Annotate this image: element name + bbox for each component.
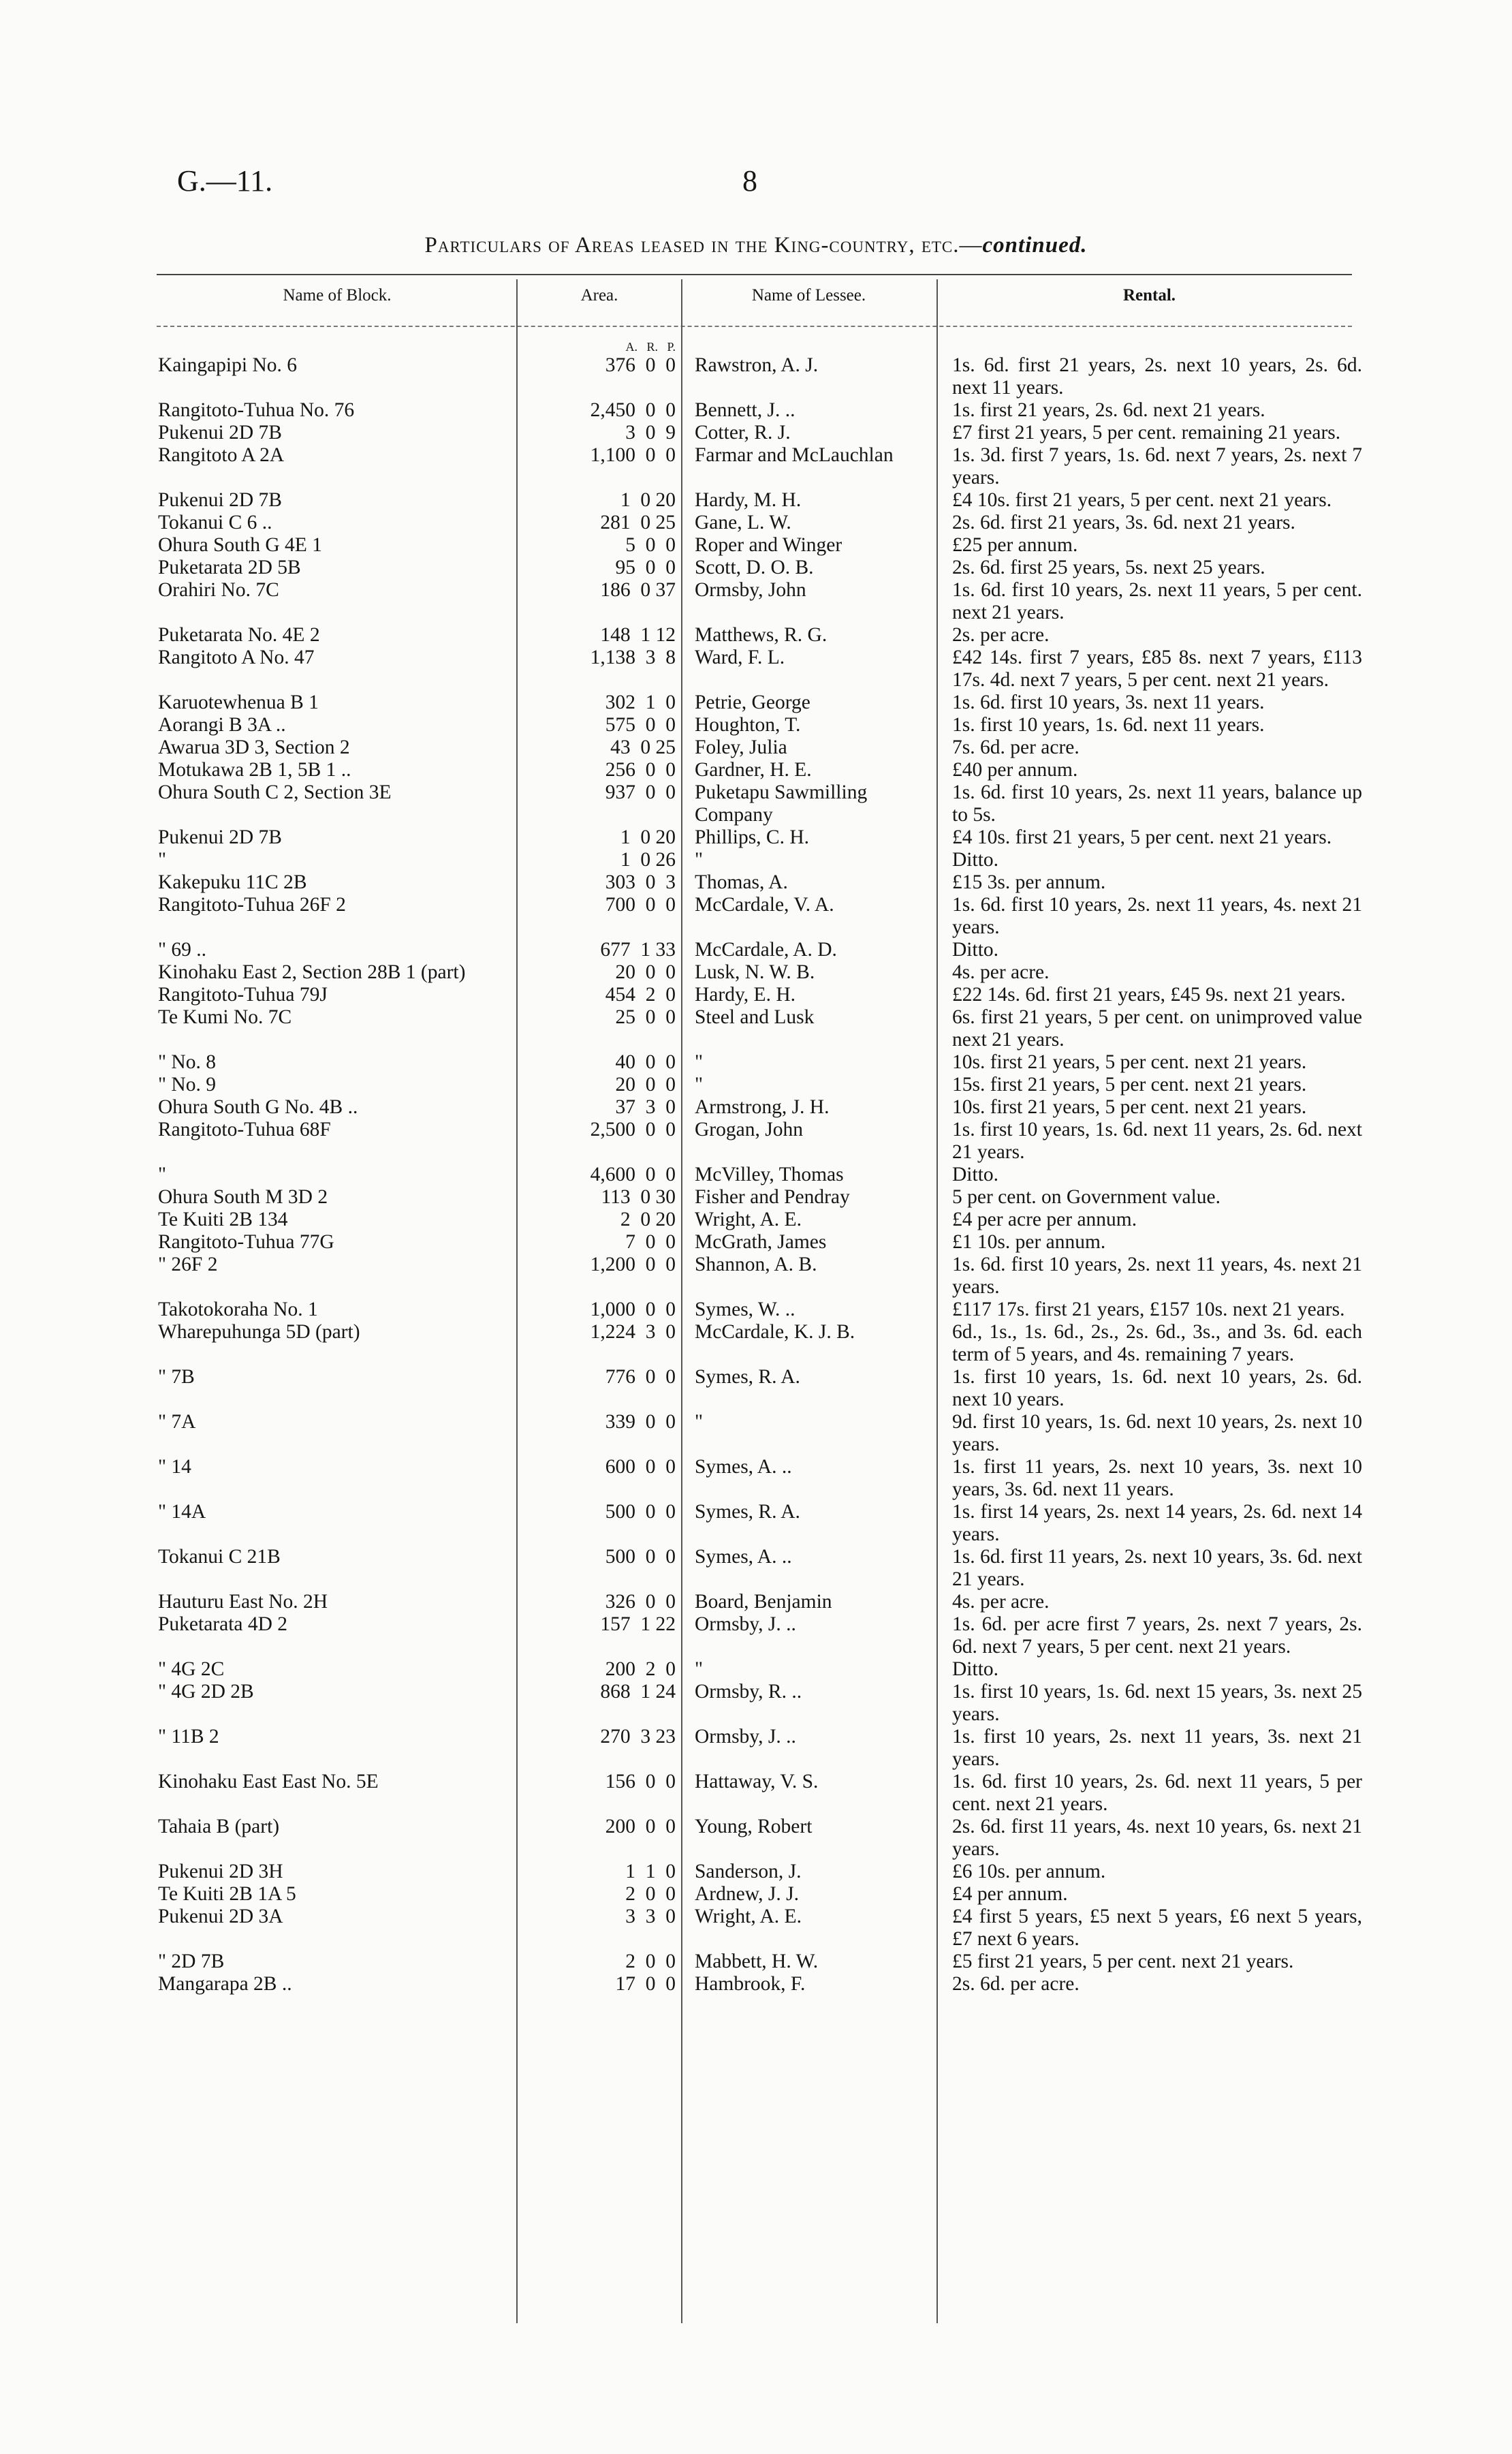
- rental-terms: 2s. per acre.: [952, 624, 1050, 646]
- lessee-name: Symes, R. A.: [695, 1501, 800, 1523]
- lessee-name: Houghton, T.: [695, 714, 801, 736]
- table-title: [0, 233, 1512, 258]
- rental-terms: 1s. 6d. first 10 years, 3s. next 11 years.: [952, 692, 1265, 713]
- rental-terms: 1s. 6d. per acre first 7 years, 2s. next 7 years, 2s. 6d. next 7 years, 5 per cent. next 21 years.: [952, 1613, 1362, 1658]
- lessee-name: Foley, Julia: [695, 736, 787, 758]
- column-header-area: Area.: [580, 286, 618, 305]
- table-row: [157, 1254, 1362, 1299]
- rental-terms: 2s. 6d. first 25 years, 5s. next 25 years.: [952, 557, 1265, 578]
- table-row: [157, 1658, 1362, 1681]
- table-row: [157, 399, 1362, 422]
- table-row: [157, 1613, 1362, 1658]
- lessee-name: ": [695, 849, 704, 871]
- lessee-name: McCardale, V. A.: [695, 894, 834, 916]
- area-value: 25 0 0: [615, 1006, 676, 1028]
- rental-terms: 1s. first 21 years, 2s. 6d. next 21 years.: [952, 399, 1265, 421]
- block-name: " 14: [158, 1456, 191, 1478]
- lessee-name: Hattaway, V. S.: [695, 1771, 819, 1792]
- area-value: 700 0 0: [605, 894, 676, 916]
- area-value: 1,138 3 8: [590, 647, 676, 668]
- table-row: [157, 939, 1362, 961]
- rental-terms: 7s. 6d. per acre.: [952, 736, 1080, 758]
- table-row: [157, 1951, 1362, 1973]
- rental-terms: 1s. first 10 years, 1s. 6d. next 11 years, 2s. 6d. next 21 years.: [952, 1119, 1362, 1163]
- area-value: 2,450 0 0: [590, 399, 676, 421]
- area-value: 3 3 0: [625, 1906, 676, 1927]
- area-value: 2 0 0: [625, 1883, 676, 1905]
- table-row: [157, 1411, 1362, 1456]
- area-value: 5 0 0: [625, 534, 676, 556]
- table-row: [157, 647, 1362, 692]
- block-name: Rangitoto-Tuhua No. 76: [158, 399, 355, 421]
- rental-terms: 1s. 6d. first 10 years, 2s. next 11 years, balance up to 5s.: [952, 781, 1362, 826]
- rental-terms: £4 10s. first 21 years, 5 per cent. next 21 years.: [952, 489, 1332, 511]
- area-value: 677 1 33: [600, 939, 676, 961]
- rental-terms: 1s. first 10 years, 1s. 6d. next 10 years, 2s. 6d. next 10 years.: [952, 1366, 1362, 1410]
- block-name: " 7A: [158, 1411, 196, 1433]
- rental-terms: £4 per annum.: [952, 1883, 1068, 1905]
- lessee-name: Board, Benjamin: [695, 1591, 832, 1613]
- lessee-name: Ormsby, J. ..: [695, 1726, 796, 1748]
- block-name: Pukenui 2D 3A: [158, 1906, 283, 1927]
- lessee-name: Symes, R. A.: [695, 1366, 800, 1388]
- lessee-name: Ward, F. L.: [695, 647, 785, 668]
- lessee-name: Armstrong, J. H.: [695, 1096, 830, 1118]
- rental-terms: 1s. 6d. first 10 years, 2s. next 11 years, 4s. next 21 years.: [952, 1254, 1362, 1298]
- area-value: 776 0 0: [605, 1366, 676, 1388]
- block-name: Rangitoto-Tuhua 79J: [158, 984, 328, 1006]
- rental-terms: 1s. 6d. first 10 years, 2s. next 11 years, 5 per cent. next 21 years.: [952, 579, 1362, 623]
- table-row: [157, 579, 1362, 624]
- block-name: Rangitoto A No. 47: [158, 647, 315, 668]
- lessee-name: Ardnew, J. J.: [695, 1883, 799, 1905]
- rental-terms: £6 10s. per annum.: [952, 1861, 1106, 1882]
- area-value: 500 0 0: [605, 1546, 676, 1568]
- lessee-name: Matthews, R. G.: [695, 624, 828, 646]
- block-name: Kinohaku East 2, Section 28B 1 (part): [158, 961, 466, 983]
- table-row: [157, 557, 1362, 579]
- area-value: 200 0 0: [605, 1816, 676, 1837]
- lessee-name: Hardy, E. H.: [695, 984, 796, 1006]
- block-name: Karuotewhenua B 1: [158, 692, 319, 713]
- table-row: [157, 894, 1362, 939]
- area-value: 454 2 0: [605, 984, 676, 1006]
- area-value: 302 1 0: [605, 692, 676, 713]
- rental-terms: Ditto.: [952, 1164, 999, 1185]
- area-value: 148 1 12: [600, 624, 676, 646]
- block-name: Kinohaku East East No. 5E: [158, 1771, 379, 1792]
- lessee-name: Ormsby, J. ..: [695, 1613, 796, 1635]
- block-name: " 26F 2: [158, 1254, 218, 1275]
- rental-terms: 2s. 6d. first 21 years, 3s. 6d. next 21 years.: [952, 512, 1295, 533]
- lessee-name: Ormsby, R. ..: [695, 1681, 802, 1703]
- lessee-name: Roper and Winger: [695, 534, 842, 556]
- block-name: Wharepuhunga 5D (part): [158, 1321, 360, 1343]
- table-row: [157, 1726, 1362, 1771]
- table-row: [157, 1321, 1362, 1366]
- lessee-name: Symes, W. ..: [695, 1299, 796, 1320]
- lessee-name: Shannon, A. B.: [695, 1254, 817, 1275]
- rental-terms: Ditto.: [952, 1658, 999, 1680]
- table-row: [157, 1074, 1362, 1096]
- column-header-rental: Rental.: [1122, 286, 1176, 305]
- block-name: ": [158, 849, 167, 871]
- lessee-name: Ormsby, John: [695, 579, 806, 601]
- table-row: [157, 961, 1362, 984]
- rental-terms: 1s. 6d. first 10 years, 2s. 6d. next 11 years, 5 per cent. next 21 years.: [952, 1771, 1362, 1815]
- table-title-main: Particulars of Areas leased in the King-country, etc.—: [424, 233, 983, 258]
- table-row: [157, 871, 1362, 894]
- block-name: " 4G 2C: [158, 1658, 225, 1680]
- area-value: 156 0 0: [605, 1771, 676, 1792]
- area-value: 256 0 0: [605, 759, 676, 781]
- table-row: [157, 781, 1362, 826]
- lessee-name: Petrie, George: [695, 692, 810, 713]
- table-row: [157, 1096, 1362, 1119]
- lessee-name: McGrath, James: [695, 1231, 827, 1253]
- block-name: Tokanui C 6 ..: [158, 512, 272, 533]
- block-name: Rangitoto-Tuhua 26F 2: [158, 894, 346, 916]
- table-row: [157, 534, 1362, 557]
- rental-terms: 1s. first 10 years, 1s. 6d. next 11 years.: [952, 714, 1265, 736]
- rental-terms: £40 per annum.: [952, 759, 1078, 781]
- block-name: " No. 8: [158, 1051, 216, 1073]
- block-name: Te Kumi No. 7C: [158, 1006, 292, 1028]
- block-name: Rangitoto-Tuhua 77G: [158, 1231, 334, 1253]
- rental-terms: 1s. first 14 years, 2s. next 14 years, 2s. 6d. next 14 years.: [952, 1501, 1362, 1545]
- area-value: 500 0 0: [605, 1501, 676, 1523]
- block-name: Aorangi B 3A ..: [158, 714, 286, 736]
- area-value: 200 2 0: [605, 1658, 676, 1680]
- area-value: 113 0 30: [601, 1186, 676, 1208]
- block-name: Te Kuiti 2B 1A 5: [158, 1883, 296, 1905]
- column-header-lessee: Name of Lessee.: [751, 286, 866, 305]
- rental-terms: £4 per acre per annum.: [952, 1209, 1137, 1230]
- area-value: 1,100 0 0: [590, 444, 676, 466]
- lessee-name: Steel and Lusk: [695, 1006, 815, 1028]
- lessee-name: Symes, A. ..: [695, 1546, 792, 1568]
- rental-terms: £5 first 21 years, 5 per cent. next 21 years.: [952, 1951, 1294, 1972]
- lessee-name: Farmar and McLauchlan: [695, 444, 894, 466]
- rental-terms: £7 first 21 years, 5 per cent. remaining 21 years.: [952, 422, 1341, 444]
- rental-terms: Ditto.: [952, 939, 999, 961]
- rental-terms: 1s. first 10 years, 1s. 6d. next 15 years, 3s. next 25 years.: [952, 1681, 1362, 1725]
- block-name: " 11B 2: [158, 1726, 219, 1748]
- area-value: 40 0 0: [615, 1051, 676, 1073]
- area-value: 303 0 3: [605, 871, 676, 893]
- table-row: [157, 984, 1362, 1006]
- rental-terms: 6s. first 21 years, 5 per cent. on unimproved value next 21 years.: [952, 1006, 1362, 1051]
- lessee-name: ": [695, 1074, 704, 1096]
- block-name: Ohura South M 3D 2: [158, 1186, 328, 1208]
- table-row: [157, 1209, 1362, 1231]
- area-value: 339 0 0: [605, 1411, 676, 1433]
- lessee-name: Young, Robert: [695, 1816, 813, 1837]
- area-value: 376 0 0: [605, 354, 676, 376]
- rental-terms: £4 10s. first 21 years, 5 per cent. next 21 years.: [952, 826, 1332, 848]
- table-row: [157, 624, 1362, 647]
- header-top-rule: [157, 274, 1352, 275]
- block-name: Kaingapipi No. 6: [158, 354, 298, 376]
- block-name: Ohura South C 2, Section 3E: [158, 781, 392, 803]
- table-row: [157, 512, 1362, 534]
- lease-table: [157, 339, 1362, 1995]
- rental-terms: £42 14s. first 7 years, £85 8s. next 7 years, £113 17s. 4d. next 7 years, 5 per cent. next 21 years.: [952, 647, 1362, 691]
- block-name: " 2D 7B: [158, 1951, 225, 1972]
- area-value: 186 0 37: [600, 579, 676, 601]
- rental-terms: £4 first 5 years, £5 next 5 years, £6 next 5 years, £7 next 6 years.: [952, 1906, 1362, 1950]
- table-row: [157, 422, 1362, 444]
- area-value: 37 3 0: [615, 1096, 676, 1118]
- block-name: ": [158, 1164, 167, 1185]
- block-name: Awarua 3D 3, Section 2: [158, 736, 350, 758]
- area-value: 1 0 20: [620, 826, 676, 848]
- table-row: [157, 714, 1362, 736]
- rental-terms: £15 3s. per annum.: [952, 871, 1106, 893]
- table-row: [157, 1231, 1362, 1254]
- lessee-name: Bennett, J. ..: [695, 399, 796, 421]
- area-value: 20 0 0: [615, 1074, 676, 1096]
- lessee-name: ": [695, 1411, 704, 1433]
- area-value: 2,500 0 0: [590, 1119, 676, 1140]
- lessee-name: Puketapu Sawmilling Company: [695, 781, 868, 826]
- header-bottom-rule: [157, 326, 1352, 327]
- block-name: " 4G 2D 2B: [158, 1681, 254, 1703]
- rental-terms: £117 17s. first 21 years, £157 10s. next 21 years.: [952, 1299, 1345, 1320]
- area-value: 270 3 23: [600, 1726, 676, 1748]
- block-name: Puketarata No. 4E 2: [158, 624, 320, 646]
- block-name: Pukenui 2D 7B: [158, 422, 282, 444]
- rental-terms: £25 per annum.: [952, 534, 1078, 556]
- area-value: 3 0 9: [625, 422, 676, 444]
- block-name: Hauturu East No. 2H: [158, 1591, 328, 1613]
- rental-terms: 15s. first 21 years, 5 per cent. next 21 years.: [952, 1074, 1307, 1096]
- rental-terms: 9d. first 10 years, 1s. 6d. next 10 years, 2s. next 10 years.: [952, 1411, 1362, 1455]
- table-row: [157, 1456, 1362, 1501]
- rental-terms: 1s. 6d. first 21 years, 2s. next 10 years, 2s. 6d. next 11 years.: [952, 354, 1362, 399]
- block-name: " 7B: [158, 1366, 195, 1388]
- table-row: [157, 1906, 1362, 1951]
- table-row: [157, 1051, 1362, 1074]
- block-name: Mangarapa 2B ..: [158, 1973, 292, 1995]
- table-row: [157, 692, 1362, 714]
- table-row: [157, 826, 1362, 849]
- table-row: [157, 1546, 1362, 1591]
- table-row: [157, 1681, 1362, 1726]
- rental-terms: 2s. 6d. per acre.: [952, 1973, 1080, 1995]
- table-row: [157, 736, 1362, 759]
- rental-terms: 1s. 6d. first 10 years, 2s. next 11 years, 4s. next 21 years.: [952, 894, 1362, 938]
- lessee-name: Phillips, C. H.: [695, 826, 810, 848]
- area-value: 1 0 20: [620, 489, 676, 511]
- area-value: 1 0 26: [620, 849, 676, 871]
- lessee-name: McCardale, K. J. B.: [695, 1321, 855, 1343]
- block-name: Orahiri No. 7C: [158, 579, 279, 601]
- area-value: 326 0 0: [605, 1591, 676, 1613]
- lessee-name: Sanderson, J.: [695, 1861, 802, 1882]
- rental-terms: 2s. 6d. first 11 years, 4s. next 10 years, 6s. next 21 years.: [952, 1816, 1362, 1860]
- block-name: Ohura South G No. 4B ..: [158, 1096, 358, 1118]
- area-value: 17 0 0: [615, 1973, 676, 1995]
- block-name: Kakepuku 11C 2B: [158, 871, 307, 893]
- area-value: 95 0 0: [615, 557, 676, 578]
- area-value: 575 0 0: [605, 714, 676, 736]
- block-name: Pukenui 2D 7B: [158, 489, 282, 511]
- lessee-name: Fisher and Pendray: [695, 1186, 850, 1208]
- table-row: [157, 1006, 1362, 1051]
- lessee-name: Wright, A. E.: [695, 1209, 802, 1230]
- area-value: 600 0 0: [605, 1456, 676, 1478]
- table-row: [157, 1816, 1362, 1861]
- table-row: [157, 759, 1362, 781]
- block-name: Tahaia B (part): [158, 1816, 280, 1837]
- block-name: " 14A: [158, 1501, 206, 1523]
- column-header-block: Name of Block.: [283, 286, 392, 305]
- table-row: [157, 1366, 1362, 1411]
- area-value: 2 0 0: [625, 1951, 676, 1972]
- area-value: 1,200 0 0: [590, 1254, 676, 1275]
- table-row: [157, 1591, 1362, 1613]
- table-row: [157, 1501, 1362, 1546]
- lessee-name: Thomas, A.: [695, 871, 788, 893]
- rental-terms: 4s. per acre.: [952, 1591, 1050, 1613]
- lessee-name: McCardale, A. D.: [695, 939, 837, 961]
- lessee-name: Scott, D. O. B.: [695, 557, 814, 578]
- rental-terms: 1s. 3d. first 7 years, 1s. 6d. next 7 years, 2s. next 7 years.: [952, 444, 1362, 488]
- area-value: 2 0 20: [620, 1209, 676, 1230]
- table-row: [157, 1119, 1362, 1164]
- table-row: [157, 354, 1362, 399]
- table-row: [157, 489, 1362, 512]
- area-value: 7 0 0: [625, 1231, 676, 1253]
- document-code: G.—11.: [177, 164, 273, 198]
- rental-terms: 5 per cent. on Government value.: [952, 1186, 1221, 1208]
- area-value: 1,000 0 0: [590, 1299, 676, 1320]
- lessee-name: Lusk, N. W. B.: [695, 961, 815, 983]
- rental-terms: £1 10s. per annum.: [952, 1231, 1106, 1253]
- area-value: 281 0 25: [600, 512, 676, 533]
- table-row: [157, 1164, 1362, 1186]
- area-value: 1 1 0: [625, 1861, 676, 1882]
- block-name: " 69 ..: [158, 939, 207, 961]
- rental-terms: 10s. first 21 years, 5 per cent. next 21 years.: [952, 1096, 1307, 1118]
- table-row: [157, 1299, 1362, 1321]
- table-row: [157, 1883, 1362, 1906]
- block-name: Tokanui C 21B: [158, 1546, 281, 1568]
- block-name: Pukenui 2D 3H: [158, 1861, 283, 1882]
- block-name: Puketarata 4D 2: [158, 1613, 288, 1635]
- table-title-suffix: continued.: [982, 233, 1088, 258]
- table-row: [157, 1973, 1362, 1995]
- table-row: [157, 849, 1362, 871]
- page-number: 8: [742, 164, 757, 198]
- table-row: [157, 1186, 1362, 1209]
- area-value: 868 1 24: [600, 1681, 676, 1703]
- area-value: 937 0 0: [605, 781, 676, 803]
- lessee-name: Gardner, H. E.: [695, 759, 812, 781]
- block-name: Ohura South G 4E 1: [158, 534, 322, 556]
- page-header: [177, 164, 1389, 204]
- lessee-name: McVilley, Thomas: [695, 1164, 844, 1185]
- table-row: [157, 1861, 1362, 1883]
- units-row: [157, 339, 1362, 354]
- lessee-name: Symes, A. ..: [695, 1456, 792, 1478]
- block-name: " No. 9: [158, 1074, 216, 1096]
- rental-terms: 6d., 1s., 1s. 6d., 2s., 2s. 6d., 3s., and 3s. 6d. each term of 5 years, and 4s. remaining 7 years.: [952, 1321, 1362, 1365]
- block-name: Takotokoraha No. 1: [158, 1299, 318, 1320]
- table-row: [157, 444, 1362, 489]
- rental-terms: 10s. first 21 years, 5 per cent. next 21 years.: [952, 1051, 1307, 1073]
- area-value: 1,224 3 0: [590, 1321, 676, 1343]
- area-value: 157 1 22: [600, 1613, 676, 1635]
- lessee-name: Wright, A. E.: [695, 1906, 802, 1927]
- area-units: A. R. P.: [625, 340, 676, 354]
- lessee-name: Cotter, R. J.: [695, 422, 791, 444]
- area-value: 20 0 0: [615, 961, 676, 983]
- block-name: Puketarata 2D 5B: [158, 557, 301, 578]
- rental-terms: 4s. per acre.: [952, 961, 1050, 983]
- lessee-name: Hardy, M. H.: [695, 489, 802, 511]
- lessee-name: Mabbett, H. W.: [695, 1951, 819, 1972]
- block-name: Pukenui 2D 7B: [158, 826, 282, 848]
- rental-terms: 1s. first 10 years, 2s. next 11 years, 3s. next 21 years.: [952, 1726, 1362, 1770]
- lessee-name: Grogan, John: [695, 1119, 803, 1140]
- lessee-name: Hambrook, F.: [695, 1973, 806, 1995]
- lessee-name: ": [695, 1658, 704, 1680]
- rental-terms: £22 14s. 6d. first 21 years, £45 9s. next 21 years.: [952, 984, 1346, 1006]
- rental-terms: 1s. first 11 years, 2s. next 10 years, 3s. next 10 years, 3s. 6d. next 11 years.: [952, 1456, 1362, 1500]
- rental-terms: 1s. 6d. first 11 years, 2s. next 10 years, 3s. 6d. next 21 years.: [952, 1546, 1362, 1590]
- block-name: Rangitoto A 2A: [158, 444, 285, 466]
- table-row: [157, 1771, 1362, 1816]
- lessee-name: Rawstron, A. J.: [695, 354, 819, 376]
- block-name: Motukawa 2B 1, 5B 1 ..: [158, 759, 351, 781]
- block-name: Te Kuiti 2B 134: [158, 1209, 288, 1230]
- block-name: Rangitoto-Tuhua 68F: [158, 1119, 331, 1140]
- area-value: 43 0 25: [610, 736, 676, 758]
- area-value: 4,600 0 0: [590, 1164, 676, 1185]
- rental-terms: Ditto.: [952, 849, 999, 871]
- lessee-name: Gane, L. W.: [695, 512, 791, 533]
- lessee-name: ": [695, 1051, 704, 1073]
